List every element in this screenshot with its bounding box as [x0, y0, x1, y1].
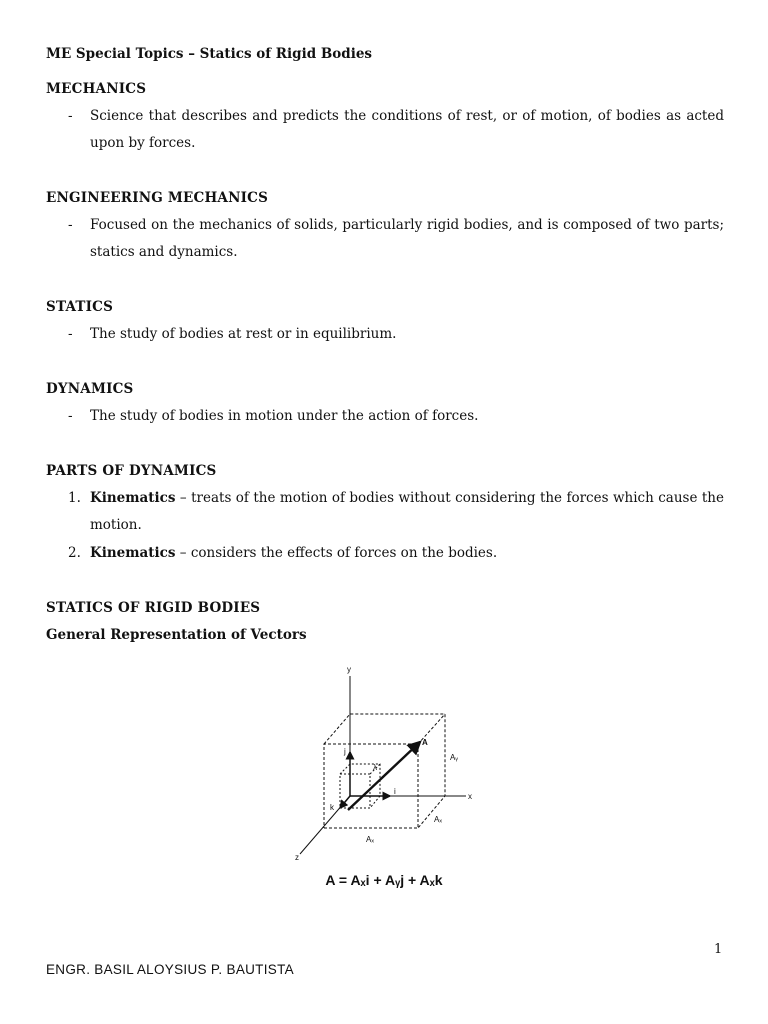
list-dash: - [68, 217, 73, 233]
label-a: A [422, 738, 428, 747]
document-title: ME Special Topics – Statics of Rigid Bodies [46, 46, 373, 62]
label-ay: Aᵧ [450, 753, 458, 762]
list-number: 2. [68, 545, 81, 561]
vector-equation: A = Aₓi + Aᵧj + Aₓk [325, 872, 443, 888]
heading-dynamics: DYNAMICS [46, 381, 134, 397]
definition-text: Science that describes and predicts the conditions of rest, or of motion, of bodies as acted upon by forces. [90, 108, 724, 151]
heading-engineering-mechanics: ENGINEERING MECHANICS [46, 190, 269, 206]
term-description: – treats of the motion of bodies without considering the forces which cause the motion. [90, 490, 724, 533]
heading-statics: STATICS [46, 299, 114, 315]
label-lambda: λ [373, 763, 377, 772]
label-z: z [295, 853, 299, 860]
label-j: j [344, 747, 346, 756]
label-az: Aₓ [434, 815, 442, 824]
footer-author: ENGR. BASIL ALOYSIUS P. BAUTISTA [46, 962, 294, 977]
definition-dynamics [68, 403, 724, 430]
definition-mechanics [68, 103, 724, 157]
unit-vector-k [340, 796, 350, 808]
list-dash: - [68, 326, 73, 342]
label-ax: Aₓ [366, 835, 374, 844]
definition-text: Focused on the mechanics of solids, particularly rigid bodies, and is composed of two parts; statics and dynamics. [90, 217, 724, 260]
term-description: – considers the effects of forces on the bodies. [175, 545, 498, 561]
list-item-kinematics-2 [68, 540, 724, 567]
list-dash: - [68, 408, 73, 424]
heading-mechanics: MECHANICS [46, 81, 147, 97]
vector-diagram [290, 660, 490, 860]
heading-statics-of-rigid-bodies: STATICS OF RIGID BODIES [46, 600, 261, 616]
outer-box [324, 714, 445, 828]
list-dash: - [68, 108, 73, 124]
definition-text: The study of bodies at rest or in equilibrium. [90, 326, 397, 342]
vector-a [348, 742, 420, 810]
list-item-kinematics-1 [68, 485, 724, 539]
label-y: y [347, 665, 351, 674]
label-i: i [394, 787, 396, 796]
definition-statics [68, 321, 724, 348]
list-number: 1. [68, 490, 81, 506]
subheading-vectors: General Representation of Vectors [46, 627, 307, 643]
label-k: k [330, 803, 334, 812]
page-number: 1 [714, 942, 723, 957]
label-x: x [468, 792, 472, 801]
definition-text: The study of bodies in motion under the action of forces. [90, 408, 479, 424]
term: Kinematics [90, 490, 176, 506]
definition-engineering-mechanics [68, 212, 724, 266]
heading-parts-of-dynamics: PARTS OF DYNAMICS [46, 463, 217, 479]
term: Kinematics [90, 545, 176, 561]
